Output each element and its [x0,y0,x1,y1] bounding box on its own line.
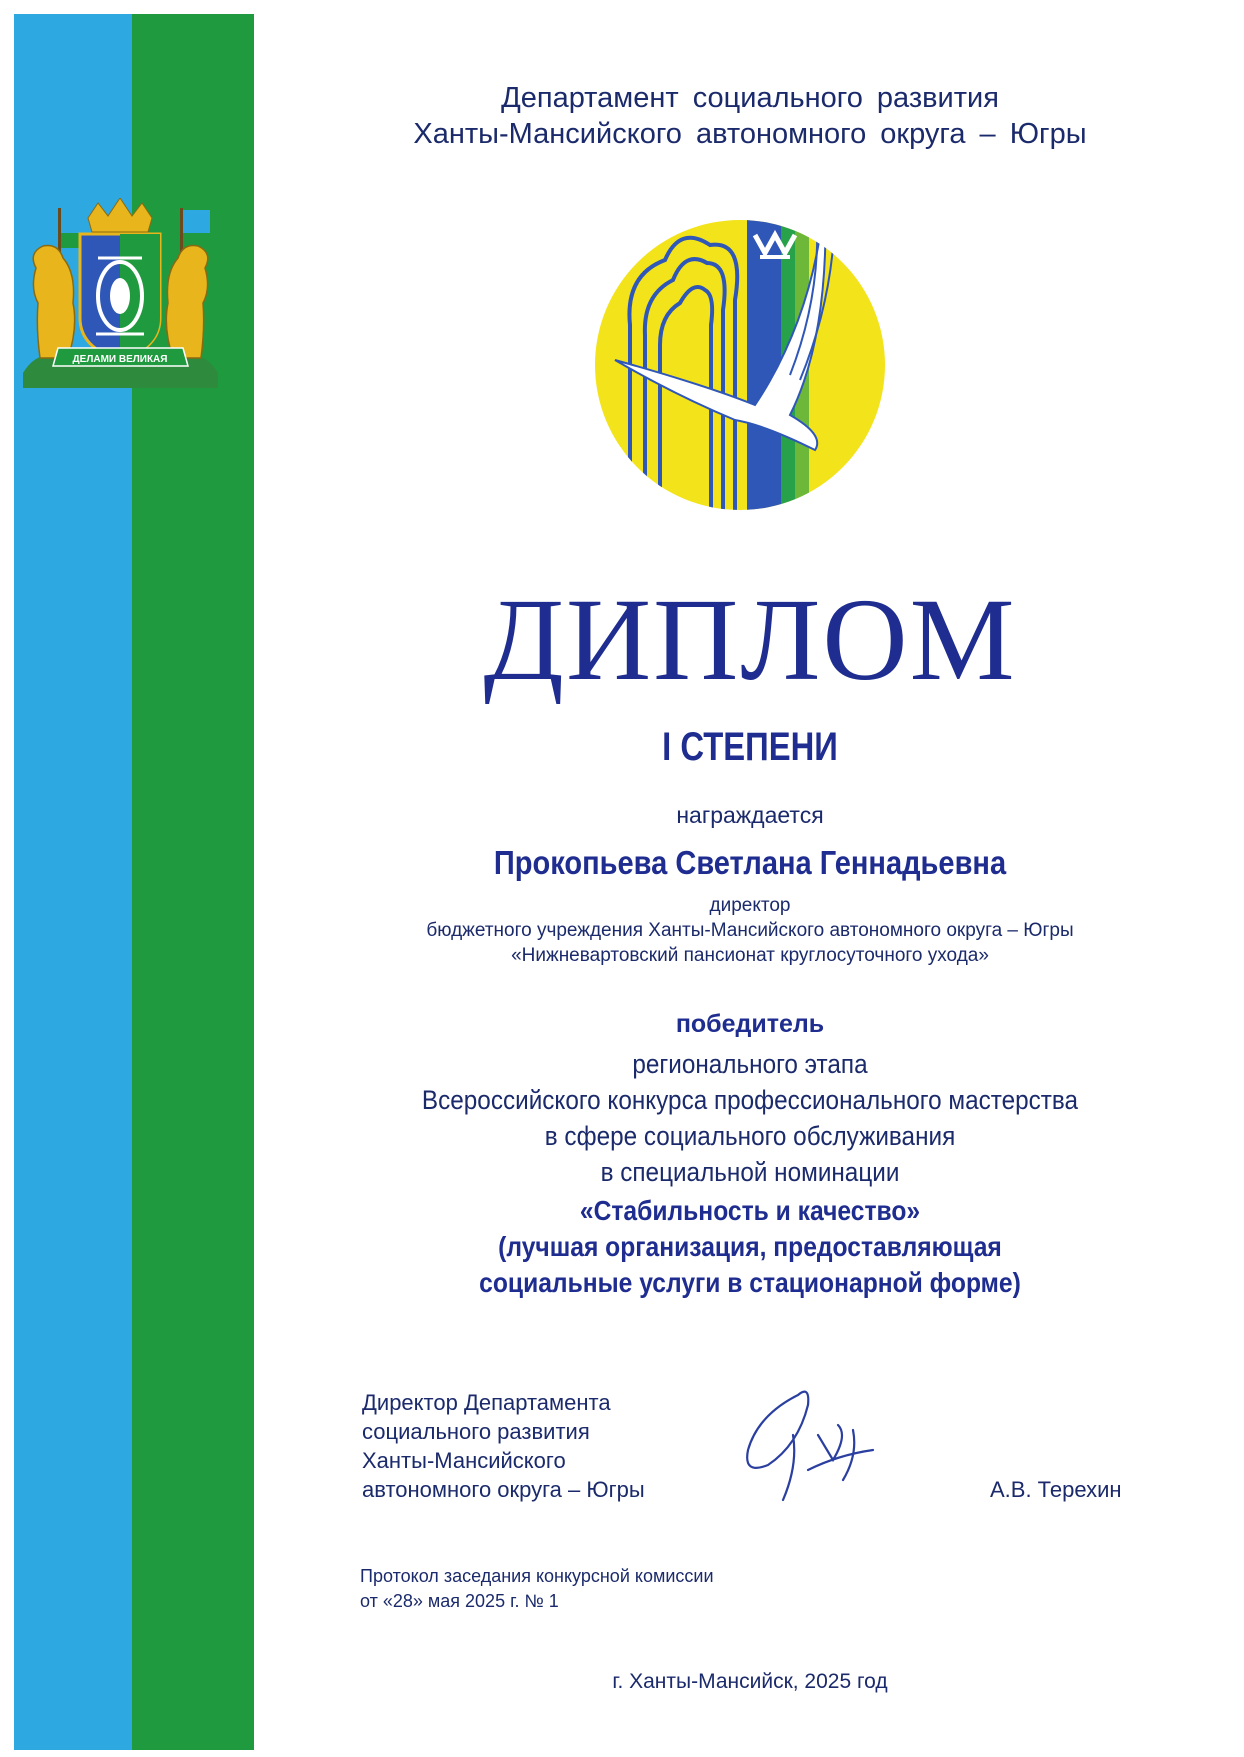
signer-title-line-1: Директор Департамента [362,1390,611,1415]
social-service-logo-icon [585,205,895,515]
contest-line-1: регионального этапа [632,1049,868,1079]
contest-line-3: в сфере социального обслуживания [544,1121,956,1151]
nomination-line-2: (лучшая организация, предоставляющая [498,1231,1002,1262]
contest-line-2: Всероссийского конкурса профессионального мастерства [421,1085,1079,1115]
signer-title-line-4: автономного округа – Югры [362,1477,645,1502]
signer-title [362,1388,692,1504]
protocol-line-2: от «28» мая 2025 г. № 1 [360,1591,559,1611]
contest-line-4: в специальной номинации [600,1157,900,1187]
diploma-title: ДИПЛОМ [483,574,1017,705]
header-line-1: Департамент социального развития [501,82,999,114]
awarded-label: награждается [676,802,824,828]
position-line-3: «Нижневартовский пансионат круглосуточного ухода» [511,945,989,966]
winner-label: победитель [675,1010,825,1038]
protocol-line-1: Протокол заседания конкурсной комиссии [360,1566,714,1586]
emblem-motto: ДЕЛАМИ ВЕЛИКАЯ [72,354,168,365]
coat-of-arms-icon [18,198,223,393]
header-line-2: Ханты-Мансийского автономного округа – Югры [413,118,1087,150]
nomination-block [354,1193,1146,1301]
recipient-name: Прокопьева Светлана Геннадьевна [493,844,1007,881]
nomination-line-3: социальные услуги в стационарной форме) [479,1267,1021,1298]
position-line-1: директор [709,895,791,916]
contest-description [345,1046,1155,1190]
signer-title-line-3: Ханты-Мансийского [362,1448,566,1473]
signer-title-line-2: социального развития [362,1419,590,1444]
recipient-position [330,893,1170,968]
diploma-degree: I СТЕПЕНИ [662,725,838,769]
signer-name: А.В. Терехин [990,1477,1122,1502]
place-year-footer: г. Ханты-Мансийск, 2025 год [612,1670,888,1693]
department-header [300,80,1200,152]
signature-icon [738,1375,888,1505]
position-line-2: бюджетного учреждения Ханты-Мансийского автономного округа – Югры [426,920,1074,941]
protocol-note [360,1564,780,1614]
nomination-line-1: «Стабильность и качество» [579,1195,921,1226]
